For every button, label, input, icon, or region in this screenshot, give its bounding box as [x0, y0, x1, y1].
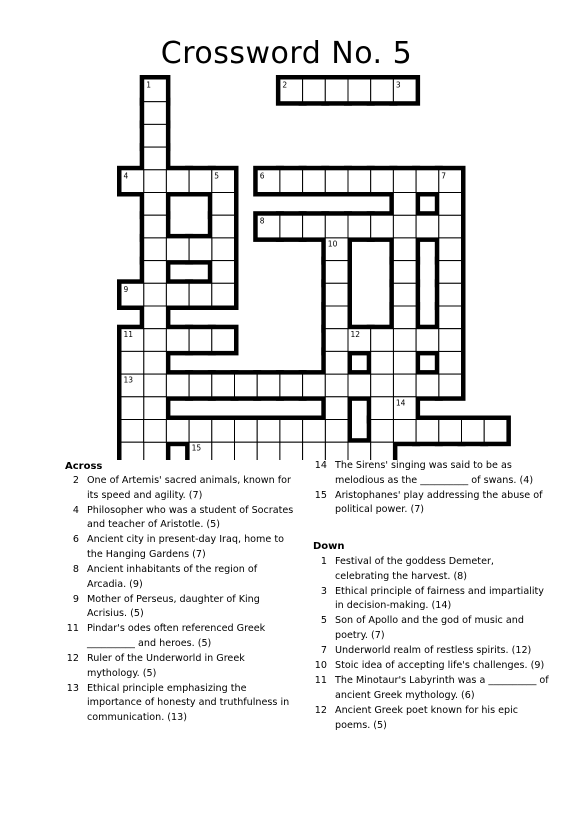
grid-cell[interactable]	[325, 215, 348, 238]
cell-number: 11	[123, 330, 134, 340]
cell-number: 7	[441, 171, 447, 181]
grid-cell[interactable]	[166, 374, 189, 397]
grid-cell[interactable]	[348, 374, 371, 397]
grid-cell[interactable]	[280, 420, 303, 443]
grid-cell[interactable]	[144, 193, 167, 216]
grid-cell[interactable]	[416, 170, 439, 193]
grid-cell[interactable]	[325, 420, 348, 443]
grid-cell[interactable]	[144, 397, 167, 420]
clue-text: Mother of Perseus, daughter of King Acrisius. (5)	[87, 593, 260, 620]
grid-cell[interactable]	[393, 261, 416, 284]
grid-cell[interactable]	[325, 351, 348, 374]
grid-cell[interactable]	[416, 374, 439, 397]
grid-cell[interactable]	[144, 374, 167, 397]
grid-cell[interactable]	[144, 306, 167, 329]
cell-number: 10	[327, 239, 338, 249]
grid-cell[interactable]	[144, 283, 167, 306]
grid-cell[interactable]	[212, 420, 235, 443]
clue-number: 9	[72, 593, 79, 605]
cell-number: 9	[123, 284, 129, 294]
grid-cell[interactable]	[416, 215, 439, 238]
cell-number: 15	[191, 443, 202, 453]
grid-cell[interactable]	[144, 261, 167, 284]
grid-cell[interactable]	[121, 420, 144, 443]
grid-cell[interactable]	[371, 420, 394, 443]
clue-text: Ethical principle emphasizing the importance of honesty and truthfulness in communication. (13)	[87, 682, 290, 723]
grid-cell[interactable]	[144, 329, 167, 352]
clue-number: 5	[320, 615, 327, 627]
grid-cell[interactable]	[212, 329, 235, 352]
clue-item[interactable]	[313, 555, 549, 584]
clue-text: One of Artemis' sacred animals, known for its speed and agility. (7)	[87, 475, 291, 501]
grid-cell[interactable]	[257, 420, 280, 443]
clue-item[interactable]	[313, 704, 549, 733]
grid-cell[interactable]	[325, 261, 348, 284]
grid-cell[interactable]	[393, 193, 416, 216]
grid-cell[interactable]	[212, 374, 235, 397]
clue-item[interactable]	[65, 682, 297, 726]
cell-number: 3	[395, 80, 401, 90]
grid-cell[interactable]	[325, 306, 348, 329]
grid-cell[interactable]	[303, 420, 326, 443]
cell-number: 4	[123, 171, 129, 181]
grid-cell[interactable]	[371, 329, 394, 352]
grid-cell[interactable]	[280, 170, 303, 193]
clue-text: Aristophanes' play addressing the abuse of political power. (7)	[335, 489, 543, 516]
grid-cell[interactable]	[484, 420, 507, 443]
grid-cell[interactable]	[144, 170, 167, 193]
clue-item[interactable]	[313, 489, 549, 518]
grid-cell[interactable]	[325, 442, 348, 460]
grid-cell[interactable]	[439, 283, 462, 306]
clue-text: Ruler of the Underworld in Greek mythology. (5)	[87, 653, 245, 679]
grid-cell[interactable]	[371, 170, 394, 193]
clue-number: 11	[66, 623, 79, 635]
grid-cell[interactable]	[325, 79, 348, 102]
grid-cell[interactable]	[235, 420, 258, 443]
grid-cell[interactable]	[393, 215, 416, 238]
grid-cell[interactable]	[144, 420, 167, 443]
grid-cell[interactable]	[144, 215, 167, 238]
clue-number: 12	[314, 704, 327, 716]
grid-cell[interactable]	[212, 261, 235, 284]
grid-cell[interactable]	[393, 283, 416, 306]
clue-item[interactable]	[65, 563, 297, 592]
clue-text: Pindar's odes often referenced Greek __________ and heroes. (5)	[87, 623, 266, 650]
clue-text: Ethical principle of fairness and impartiality in decision-making. (14)	[335, 585, 544, 612]
grid-cell[interactable]	[144, 147, 167, 170]
clue-item[interactable]	[65, 533, 297, 562]
grid-cell[interactable]	[166, 329, 189, 352]
grid-cell[interactable]	[439, 351, 462, 374]
grid-cell[interactable]	[371, 215, 394, 238]
cell-number: 13	[123, 375, 134, 385]
grid-cell[interactable]	[303, 215, 326, 238]
grid-cell[interactable]	[166, 420, 189, 443]
clue-item[interactable]	[65, 474, 297, 503]
grid-cell[interactable]	[371, 374, 394, 397]
grid-cell[interactable]	[393, 351, 416, 374]
clue-number: 8	[72, 564, 79, 576]
grid-cell[interactable]	[144, 442, 167, 460]
grid-cell[interactable]	[371, 79, 394, 102]
clue-item[interactable]	[65, 652, 297, 681]
clue-item[interactable]	[313, 644, 549, 659]
clue-item[interactable]	[313, 614, 549, 643]
grid-cell[interactable]	[439, 374, 462, 397]
grid-cell[interactable]	[189, 238, 212, 261]
grid-cell[interactable]	[189, 283, 212, 306]
grid-cell[interactable]	[325, 329, 348, 352]
grid-cell[interactable]	[235, 374, 258, 397]
grid-cell[interactable]	[166, 238, 189, 261]
clue-text: The Sirens' singing was said to be as melodious as the __________ of swans. (4)	[335, 460, 534, 486]
clue-text: Underworld realm of restless spirits. (12)	[335, 645, 532, 657]
grid-cell[interactable]	[439, 261, 462, 284]
grid-cell[interactable]	[189, 420, 212, 443]
clue-text: Son of Apollo and the god of music and poetry. (7)	[335, 615, 524, 641]
clue-text: The Minotaur's Labyrinth was a __________ of ancient Greek mythology. (6)	[335, 675, 549, 701]
grid-cell[interactable]	[212, 238, 235, 261]
grid-cell[interactable]	[371, 397, 394, 420]
clue-item[interactable]	[313, 674, 549, 703]
across-clues-continued	[313, 459, 549, 518]
grid-cell[interactable]	[212, 193, 235, 216]
grid-cell[interactable]	[257, 374, 280, 397]
across-heading: Across	[65, 461, 103, 472]
clue-number: 14	[314, 460, 327, 471]
grid-cell[interactable]	[166, 283, 189, 306]
grid-cell[interactable]	[144, 102, 167, 125]
clue-item[interactable]	[313, 585, 549, 614]
grid-cell[interactable]	[189, 170, 212, 193]
clue-text: Ancient Greek poet known for his epic poems. (5)	[335, 704, 519, 731]
clue-text: Festival of the goddess Demeter, celebrating the harvest. (8)	[335, 556, 494, 582]
clue-number: 4	[72, 504, 79, 516]
grid-cell[interactable]	[144, 238, 167, 261]
clue-number: 15	[314, 489, 327, 501]
down-clues	[313, 555, 549, 734]
clue-number: 10	[314, 660, 327, 672]
cell-number: 2	[282, 80, 288, 90]
cell-number: 6	[259, 171, 265, 181]
grid-cell[interactable]	[166, 170, 189, 193]
grid-cell[interactable]	[325, 374, 348, 397]
grid-cell[interactable]	[393, 420, 416, 443]
grid-cell[interactable]	[303, 374, 326, 397]
grid-cell[interactable]	[280, 442, 303, 460]
cell-number: 5	[214, 171, 220, 181]
grid-cell[interactable]	[439, 420, 462, 443]
grid-cell[interactable]	[189, 374, 212, 397]
grid-cell[interactable]	[393, 238, 416, 261]
grid-cell[interactable]	[439, 238, 462, 261]
clue-number: 3	[320, 585, 327, 597]
clue-item[interactable]	[65, 622, 297, 651]
grid-cell[interactable]	[325, 283, 348, 306]
grid-cell[interactable]	[235, 442, 258, 460]
down-heading: Down	[313, 541, 345, 552]
grid-cell[interactable]	[348, 79, 371, 102]
grid-cell[interactable]	[393, 374, 416, 397]
grid-cell[interactable]	[280, 374, 303, 397]
clue-text: Stoic idea of accepting life's challenges. (9)	[335, 660, 545, 672]
grid-cell[interactable]	[462, 420, 485, 443]
clue-number: 1	[320, 556, 327, 567]
grid-cell[interactable]	[325, 170, 348, 193]
grid-cell[interactable]	[144, 124, 167, 147]
grid-cell[interactable]	[121, 397, 144, 420]
grid-cell[interactable]	[212, 215, 235, 238]
grid-cell[interactable]	[303, 442, 326, 460]
clue-item[interactable]	[313, 459, 549, 488]
grid-cell[interactable]	[348, 215, 371, 238]
grid-cell[interactable]	[393, 306, 416, 329]
grid-cell[interactable]	[121, 351, 144, 374]
grid-cell[interactable]	[348, 170, 371, 193]
grid-cell[interactable]	[416, 420, 439, 443]
grid-cell[interactable]	[416, 329, 439, 352]
grid-cell[interactable]	[189, 329, 212, 352]
grid-cell[interactable]	[257, 442, 280, 460]
grid-cell[interactable]	[348, 442, 371, 460]
grid-cell[interactable]	[393, 170, 416, 193]
clue-number: 7	[320, 645, 327, 657]
grid-cell[interactable]	[371, 442, 394, 460]
clue-item[interactable]	[313, 659, 549, 674]
page-title: Crossword No. 5	[160, 36, 413, 71]
grid-cell[interactable]	[144, 351, 167, 374]
cell-number: 8	[259, 216, 265, 226]
grid-cell[interactable]	[280, 215, 303, 238]
across-clues	[65, 474, 297, 726]
grid-cell[interactable]	[439, 193, 462, 216]
grid-cell[interactable]	[371, 351, 394, 374]
cell-number: 1	[146, 80, 151, 90]
clue-item[interactable]	[65, 593, 297, 622]
clue-number: 12	[66, 653, 79, 665]
grid-cell[interactable]	[303, 170, 326, 193]
grid-cell[interactable]	[393, 329, 416, 352]
clue-number: 6	[72, 534, 79, 546]
clue-text: Philosopher who was a student of Socrates and teacher of Aristotle. (5)	[87, 504, 294, 531]
clue-text: Ancient city in present-day Iraq, home to the Hanging Gardens (7)	[87, 534, 284, 560]
grid-cell[interactable]	[212, 283, 235, 306]
clue-item[interactable]	[65, 504, 297, 533]
clue-number: 11	[314, 675, 327, 687]
cell-number: 12	[350, 330, 361, 340]
grid-cell[interactable]	[212, 442, 235, 460]
cell-number: 14	[395, 398, 406, 408]
grid-cell[interactable]	[121, 442, 144, 460]
grid-cell[interactable]	[303, 79, 326, 102]
grid-cell[interactable]	[439, 306, 462, 329]
clue-number: 2	[72, 475, 79, 486]
clue-number: 13	[66, 682, 79, 694]
grid-cell[interactable]	[439, 215, 462, 238]
grid-cell[interactable]	[325, 397, 348, 420]
grid-cell[interactable]	[439, 329, 462, 352]
clue-text: Ancient inhabitants of the region of Arcadia. (9)	[87, 564, 258, 590]
